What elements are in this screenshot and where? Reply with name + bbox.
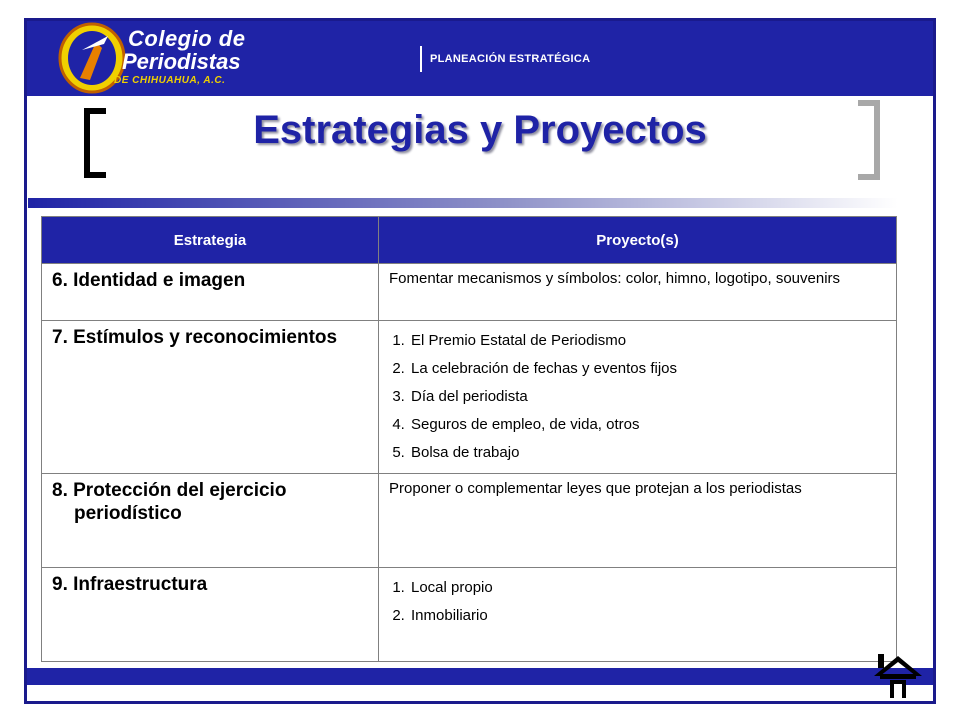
project-list <box>389 574 888 630</box>
project-cell <box>379 264 897 321</box>
home-icon[interactable] <box>872 652 924 700</box>
header-strategy: Estrategia <box>42 217 379 264</box>
page-title: Estrategias y Proyectos <box>253 108 707 152</box>
project-text: Proponer o complementar leyes que protejan a los periodistas <box>389 480 802 497</box>
table-row <box>42 321 897 474</box>
strategy-text: 8. Protección del ejercicio periodístico <box>52 480 287 524</box>
header-projects: Proyecto(s) <box>379 217 897 264</box>
strategy-text: 6. Identidad e imagen <box>52 270 246 291</box>
project-cell <box>379 568 897 662</box>
section-label: PLANEACIÓN ESTRATÉGICA <box>430 53 591 65</box>
table-row <box>42 474 897 568</box>
strategy-cell <box>42 264 379 321</box>
project-text: Fomentar mecanismos y símbolos: color, himno, logotipo, souvenirs <box>389 270 841 287</box>
strategy-cell <box>42 321 379 474</box>
strategy-cell <box>42 474 379 568</box>
project-list <box>389 327 888 467</box>
project-cell <box>379 474 897 568</box>
logo-text-line1: Colegio de <box>128 26 246 51</box>
strategy-cell <box>42 568 379 662</box>
gradient-divider <box>28 198 898 208</box>
bracket-right-decoration <box>858 100 880 180</box>
list-item: 3. Día del periodista <box>409 383 888 411</box>
header-divider <box>420 46 422 72</box>
strategy-text: 7. Estímulos y reconocimientos <box>52 327 338 348</box>
list-item: 2. La celebración de fechas y eventos fijos <box>409 355 888 383</box>
list-item: 1. El Premio Estatal de Periodismo <box>409 327 888 355</box>
project-cell <box>379 321 897 474</box>
table-row <box>42 264 897 321</box>
bracket-left-decoration <box>84 108 106 178</box>
logo-text-line2: Periodistas <box>122 49 241 74</box>
list-item: 4. Seguros de empleo, de vida, otros <box>409 411 888 439</box>
table-header-row <box>42 217 897 264</box>
list-item: 1. Local propio <box>409 574 888 602</box>
logo-text-line3: DE CHIHUAHUA, A.C. <box>114 75 226 86</box>
footer-band <box>27 668 933 685</box>
list-item: 2. Inmobiliario <box>409 602 888 630</box>
strategy-text: 9. Infraestructura <box>52 574 208 595</box>
list-item: 5. Bolsa de trabajo <box>409 439 888 467</box>
strategy-table <box>41 216 897 662</box>
table-row <box>42 568 897 662</box>
